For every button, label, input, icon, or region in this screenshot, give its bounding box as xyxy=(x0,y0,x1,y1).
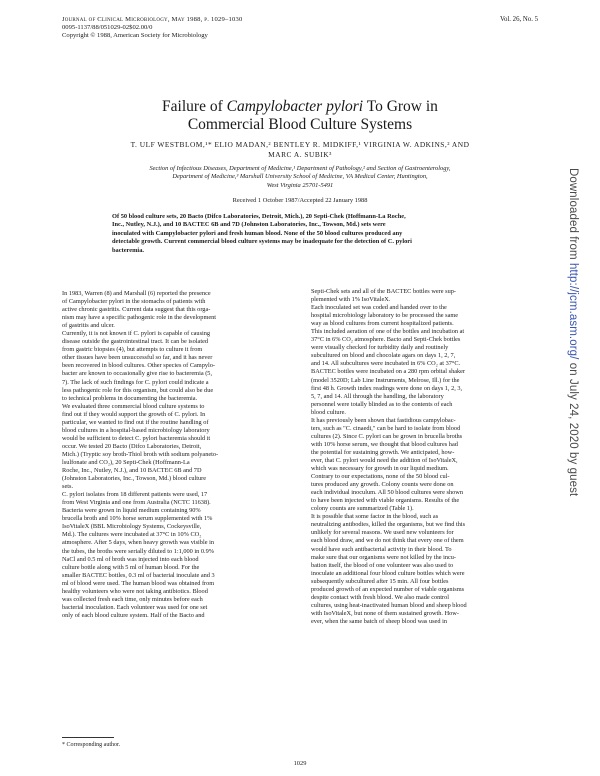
body-text-line: subcultured on blood and chocolate agars on days 1, 2, 7, xyxy=(311,352,456,360)
author-list xyxy=(62,140,538,160)
body-text-line: NaCl and 0.5 ml of broth was injected into each blood xyxy=(62,555,199,563)
watermark-prefix: Downloaded from xyxy=(567,168,579,263)
body-text-line: Contrary to our expectations, none of the 50 blood cul- xyxy=(311,473,450,481)
body-text-line: smaller BACTEC bottles, 0.3 ml of bacterial inoculate and 3 xyxy=(62,571,215,579)
body-text-line: would have such antibacterial activity in their blood. To xyxy=(311,545,452,553)
body-text-line: cultures, using heat-inactivated human blood and sheep blood xyxy=(311,601,467,609)
body-text-line: with IsoVitaleX, but none of them sustained growth. How- xyxy=(311,609,459,617)
body-text-line: less pathogenic role for this organism, but could also be due xyxy=(62,386,214,394)
body-text-line: ever, that C. pylori would need the addition of IsoVitaleX, xyxy=(311,456,458,464)
body-text-line: 37°C in 6% CO₂ atmosphere. Bacto and Septi-Chek bottles xyxy=(311,336,461,344)
received-dates: Received 1 October 1987/Accepted 22 January 1988 xyxy=(232,197,368,204)
abstract xyxy=(112,213,492,255)
body-text-line: first 48 h. Growth index readings were done on days 1, 2, 3, xyxy=(311,384,463,392)
body-text-line: We evaluated three commercial blood culture systems to xyxy=(62,402,205,410)
body-text-line: tures produced any growth. Colony counts were done on xyxy=(311,481,454,489)
body-text-line: way as blood cultures from current hospitalized patients. xyxy=(311,320,454,328)
body-column-right xyxy=(311,288,549,626)
affiliation-line-3: West Virginia 25701-5491 xyxy=(266,181,334,189)
body-text-line: colony counts are summarized (Table 1). xyxy=(311,505,414,513)
body-text-line: It has previously been shown that fastidious campylobac- xyxy=(311,416,456,424)
body-text-line: This included aeration of one of the bottles and incubation at xyxy=(311,328,465,336)
body-text-line: hospital microbiology laboratory to be processed the same xyxy=(311,312,459,320)
title-organism: Campylobacter pylori xyxy=(226,98,364,115)
affiliation-line-1: Section of Infectious Diseases, Department of Medicine,¹ Department of Pathology,² and Section of Gastroenterology, xyxy=(149,165,451,172)
abstract-line: detectable growth. Current commercial blood culture systems may be inadequate for the detection of C. pylori xyxy=(112,238,412,246)
body-text-line: (Johnston Laboratories, Inc., Towson, Md.) blood culture xyxy=(62,475,207,483)
body-text-line: of gastritis and ulcer. xyxy=(62,322,115,330)
body-text-line: inoculate an additional four blood culture bottles which were xyxy=(311,569,465,577)
body-text-line: other tissues have been unsuccessful so far, and it has never xyxy=(62,354,213,362)
body-text-line: find out if they would support the growth of C. pylori. In xyxy=(62,410,206,418)
body-text-line: atmosphere. After 5 days, when heavy growth was visible in xyxy=(62,539,214,547)
body-text-line: would be sufficient to detect C. pylori bacteremia should it xyxy=(62,434,211,442)
body-text-line: were visually checked for turbidity daily and routinely xyxy=(311,344,449,352)
body-text-line: plemented with 1% IsoVitaleX. xyxy=(311,296,391,304)
body-text-line: to have been injected with viable organisms. Results of the xyxy=(311,497,460,505)
footnote: * Corresponding author. xyxy=(62,742,121,748)
body-text-line: to technical problems in documenting the bacteremia. xyxy=(62,394,198,402)
page-number: 1029 xyxy=(293,760,307,767)
body-text-line: culture bottle along with 5 ml of human blood. For the xyxy=(62,563,200,571)
download-watermark xyxy=(565,168,579,628)
body-text-line: C. pylori isolates from 18 different patients were used, 17 xyxy=(62,491,208,499)
body-text-line: been recovered in blood cultures. Other species of Campylo- xyxy=(62,362,215,370)
body-text-line: Bacteria were grown in liquid medium containing 90% xyxy=(62,507,201,515)
body-text-line: which was necessary for growth in our liquid medium. xyxy=(311,465,449,473)
issn-line: 0095-1137/88/051029-02$02.00/0 xyxy=(62,24,153,32)
title-prefix: Failure of xyxy=(162,98,227,115)
body-text-line: ters, such as "C. cinaedi," can be hard to isolate from blood xyxy=(311,424,461,432)
body-text-line: bation itself, the blood of one volunteer was also used to xyxy=(311,561,454,569)
body-column-left xyxy=(62,290,300,620)
body-text-line: It is possible that some factor in the blood, such as xyxy=(311,513,439,521)
article-title xyxy=(62,98,538,134)
title-line-1 xyxy=(62,98,538,116)
body-text-line: bacter are known to occasionally give rise to bacteremia (5, xyxy=(62,370,213,378)
body-text-line: 5, 7, and 14. All through the handling, the laboratory xyxy=(311,392,444,400)
body-text-line: Septi-Chek sets and all of the BACTEC bottles were sup- xyxy=(311,288,456,295)
body-text-line: healthy volunteers who were not taking antibiotics. Blood xyxy=(62,587,208,595)
watermark-link[interactable]: http://jcm.asm.org/ xyxy=(567,262,579,360)
authors-line-2: MARC A. SUBIK³ xyxy=(268,150,332,159)
watermark-suffix: on July 24, 2020 by guest xyxy=(567,359,579,497)
body-text-line: ever, when the same batch of sheep blood was used in xyxy=(311,617,447,625)
body-text-line: sets. xyxy=(62,483,74,491)
authors-line-1: T. ULF WESTBLOM,¹* ELIO MADAN,² BENTLEY R. MIDKIFF,¹ VIRGINIA W. ADKINS,² AND xyxy=(130,140,470,149)
body-text-line: occur. We tested 20 Bacto (Difco Laboratories, Detroit, xyxy=(62,442,202,450)
body-text-line: 7). The lack of such findings for C. pylori could indicate a xyxy=(62,378,209,386)
body-text-line: and 14. All subcultures were incubated in 6% CO₂ at 37°C. xyxy=(311,360,461,368)
body-text-line: each individual inoculum. All 50 blood cultures were shown xyxy=(311,489,463,497)
body-text-line: of Campylobacter pylori in the stomachs of patients with xyxy=(62,298,206,306)
body-text-line: (model 3520D; Lab Line Instruments, Melrose, Ill.) for the xyxy=(311,376,460,384)
body-text-line: nism may have a specific pathogenic role in the development xyxy=(62,314,217,322)
body-text-line: Each inoculated set was coded and handed over to the xyxy=(311,304,447,312)
body-text-line: each blood draw, and we do not think that every one of them xyxy=(311,537,464,545)
body-text-line: particular, we wanted to find out if the routine handling of xyxy=(62,418,209,426)
body-text-line: the potential for sustaining growth. We anticipated, how- xyxy=(311,448,455,456)
body-text-line: was collected fresh each time, only minutes before each xyxy=(62,595,203,603)
footnote-rule xyxy=(62,737,114,738)
body-text-line: Mich.) (Tryptic soy broth-Thiol broth with sodium polyaneto- xyxy=(62,450,219,458)
body-text-line: bacterial inoculation. Each volunteer was used for one set xyxy=(62,603,208,611)
body-text-line: ml of blood were used. The human blood was obtained from xyxy=(62,579,215,587)
volume-issue: Vol. 26, No. 5 xyxy=(499,16,538,23)
body-text-line: blood culture. xyxy=(311,408,346,416)
body-text-line: blood cultures in a hospital-based microbiology laboratory xyxy=(62,426,210,434)
abstract-line: bacteremia. xyxy=(112,246,144,254)
title-line-2: Commercial Blood Culture Systems xyxy=(187,116,413,133)
body-text-line: the tubes, the broths were serially diluted to 1:1,000 in 0.9% xyxy=(62,547,214,555)
journal-header xyxy=(62,16,242,41)
body-text-line: despite contact with fresh blood. We also made control xyxy=(311,593,450,601)
affiliations xyxy=(62,165,538,190)
body-text-line: BACTEC bottles were incubated on a 280 rpm orbital shaker xyxy=(311,368,466,376)
body-text-line: neutralizing antibodies, killed the organisms, but we find this xyxy=(311,521,466,529)
body-text-line: Roche, Inc., Nutley, N.J.), and 10 BACTEC 6B and 7D xyxy=(62,467,202,475)
body-text-line: make sure that our organisms were not killed by the incu- xyxy=(311,553,457,561)
body-text-line: from West Virginia and one from Australia (NCTC 11638). xyxy=(62,499,211,507)
abstract-line: Inc., Nutley, N.J.), and 10 BACTEC 6B and 7D (Johnston Laboratories, Inc., Towson, Md.) sets were xyxy=(112,221,386,229)
body-text-line: with 10% horse serum, we thought that blood cultures had xyxy=(311,440,458,448)
body-text-line: IsoVitaleX (BBL Microbiology Systems, Cockeysville, xyxy=(62,523,202,531)
body-text-line: unlikely for several reasons. We used new volunteers for xyxy=(311,529,454,537)
body-text-line: subsequently subcultured after 15 min. All four bottles xyxy=(311,577,449,585)
body-text-line: Md.). The cultures were incubated at 37°C in 10% CO₂ xyxy=(62,531,202,539)
abstract-line: inoculated with Campylobacter pylori and fresh human blood. None of the 50 blood cultures produced any xyxy=(112,229,403,237)
body-text-line: lsulfonate and CO₂), 20 Septi-Chek (Hoffmann-La xyxy=(62,458,190,466)
abstract-line: Of 50 blood culture sets, 20 Bacto (Difco Laboratories, Detroit, Mich.), 20 Septi-Chek (Hoffmann-La Roche, xyxy=(112,213,406,220)
body-text-line: only of each blood culture system. Half of the Bacto and xyxy=(62,611,205,619)
body-text-line: from gastric biopsies (4), but attempts to culture it from xyxy=(62,346,203,354)
body-text-line: In 1983, Warren (8) and Marshall (6) reported the presence xyxy=(62,290,211,297)
body-text-line: Currently, it is not known if C. pylori is capable of causing xyxy=(62,330,211,338)
affiliation-line-2: Department of Medicine,³ Marshall University School of Medicine, VA Medical Center, Huntington, xyxy=(172,173,428,181)
body-text-line: brucella broth and 10% horse serum supplemented with 1% xyxy=(62,515,213,523)
body-text-line: produced growth of an expected number of viable organisms xyxy=(311,585,465,593)
body-text-line: personnel were totally blinded as to the contents of each xyxy=(311,400,453,408)
body-text-line: active chronic gastritis. Current data suggest that this orga- xyxy=(62,306,211,314)
body-text-line: disease outside the gastrointestinal tract. It can be isolated xyxy=(62,338,209,346)
copyright-line: Copyright © 1988, American Society for Microbiology xyxy=(62,32,208,40)
body-text-line: cultures (2). Since C. pylori can be grown in brucella broths xyxy=(311,432,463,440)
title-suffix: To Grow in xyxy=(363,98,438,115)
journal-citation: Journal of Clinical Microbiology, May 1988, p. 1029–1030 xyxy=(62,16,243,23)
